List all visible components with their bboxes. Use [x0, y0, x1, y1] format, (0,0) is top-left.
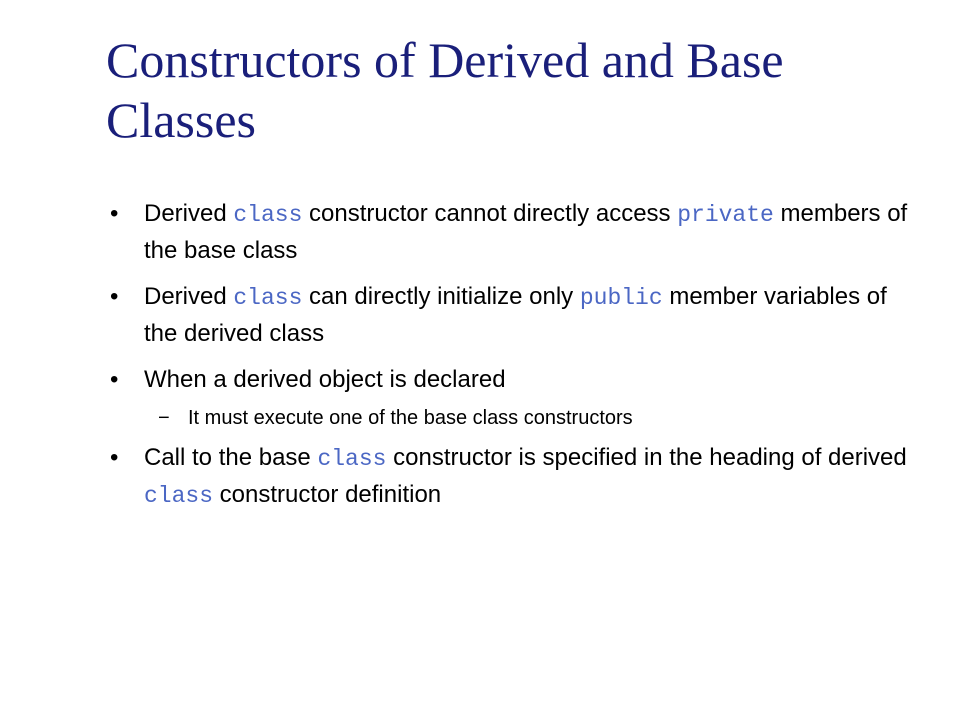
bullet-dot-icon: •: [110, 444, 119, 471]
bullet-text: Call to the base: [144, 444, 318, 471]
bullet-item: [108, 440, 908, 514]
bullet-list: [108, 196, 908, 524]
code-keyword: class: [144, 483, 214, 509]
bullet-text: When a derived object is declared: [144, 366, 506, 393]
sub-bullet-text: It must execute one of the base class constructors: [188, 407, 633, 429]
bullet-text: member variables of the derived class: [144, 283, 887, 347]
slide-title: Constructors of Derived and Base Classes: [106, 32, 784, 148]
dash-icon: −: [158, 407, 170, 429]
code-keyword: public: [579, 285, 663, 311]
code-keyword: private: [677, 202, 774, 228]
sub-bullet-item: [108, 404, 908, 432]
bullet-text: members of the base class: [144, 200, 908, 264]
bullet-item: [108, 362, 908, 398]
bullet-text: Derived: [144, 283, 234, 310]
code-keyword: class: [233, 202, 303, 228]
bullet-dot-icon: •: [110, 366, 119, 393]
bullet-text: Derived: [144, 200, 234, 227]
code-keyword: class: [233, 285, 303, 311]
bullet-text: constructor definition: [213, 481, 442, 508]
bullet-item: [108, 196, 908, 269]
code-keyword: class: [317, 446, 387, 472]
bullet-item: [108, 279, 908, 352]
bullet-text: constructor cannot directly access: [302, 200, 678, 227]
bullet-dot-icon: •: [110, 283, 119, 310]
bullet-text: constructor is specified in the heading of derived: [386, 444, 907, 471]
bullet-text: can directly initialize only: [302, 283, 580, 310]
bullet-dot-icon: •: [110, 200, 119, 227]
